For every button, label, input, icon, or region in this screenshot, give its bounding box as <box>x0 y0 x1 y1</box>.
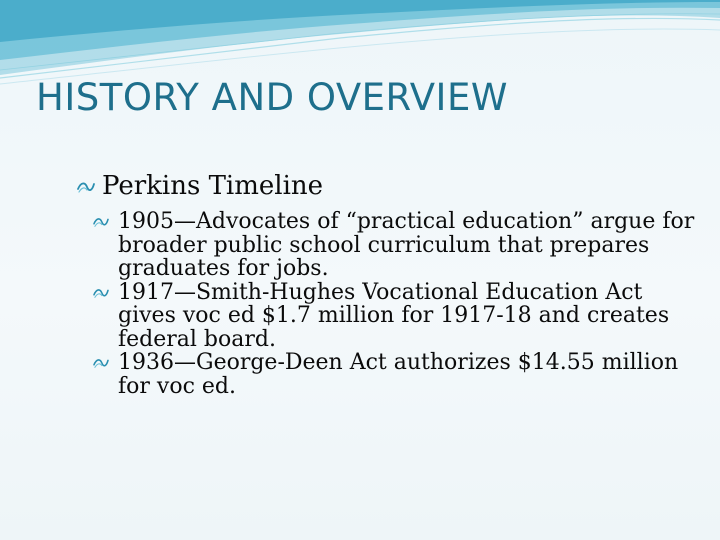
wave-bullet-icon <box>92 356 110 370</box>
slide-title: HISTORY AND OVERVIEW <box>36 76 508 119</box>
wave-bullet-icon <box>92 215 110 229</box>
heading-label: Perkins Timeline <box>102 171 324 201</box>
timeline-item-text: 1936—George-Deen Act authorizes $14.55 million for voc ed. <box>118 350 679 399</box>
timeline-item-text: 1905—Advocates of “practical education” argue for broader public school curriculum that prepares graduates for jobs. <box>118 209 695 281</box>
timeline-item-1917 <box>114 281 696 352</box>
wave-bullet-icon <box>92 286 110 300</box>
timeline-item-1936 <box>114 351 696 398</box>
timeline-item-1905 <box>114 210 696 281</box>
timeline-item-text: 1917—Smith-Hughes Vocational Education Act gives voc ed $1.7 million for 1917-18 and creates federal board. <box>118 279 670 352</box>
wave-bullet-icon <box>76 179 96 195</box>
heading-item <box>76 168 696 204</box>
bullet-list <box>76 168 696 398</box>
